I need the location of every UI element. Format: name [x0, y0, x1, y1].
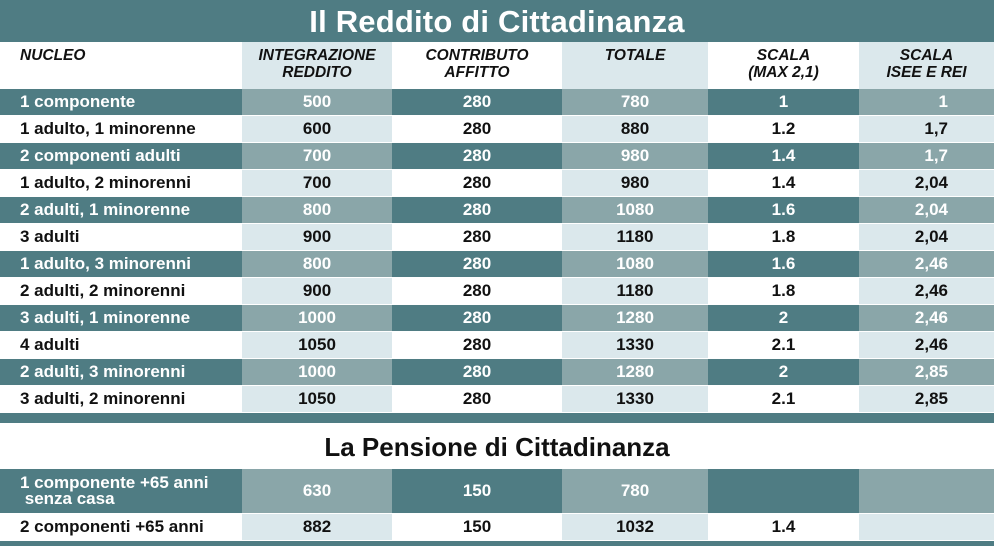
table-row	[0, 251, 994, 278]
header-totale: TOTALE	[562, 42, 708, 89]
cell-scala: 2	[708, 305, 859, 332]
bottom-bar	[0, 541, 994, 546]
cell-totale: 1330	[562, 386, 708, 413]
cell-isee: 2,85	[859, 359, 994, 386]
cell-totale: 1032	[562, 514, 708, 541]
table-header-row	[0, 42, 994, 89]
cell-scala: 1.6	[708, 197, 859, 224]
cell-totale: 1180	[562, 224, 708, 251]
cell-nucleo: 3 adulti, 1 minorenne	[0, 305, 242, 332]
table-row	[0, 278, 994, 305]
table-row	[0, 89, 994, 116]
cell-nucleo: 1 adulto, 1 minorenne	[0, 116, 242, 143]
reddito-table	[0, 42, 994, 413]
table-row	[0, 224, 994, 251]
cell-integrazione: 630	[242, 469, 392, 514]
cell-isee	[859, 469, 994, 514]
cell-nucleo: 2 adulti, 1 minorenne	[0, 197, 242, 224]
pensione-table	[0, 469, 994, 541]
cell-affitto: 280	[392, 116, 562, 143]
cell-affitto: 280	[392, 332, 562, 359]
cell-isee: 1,7	[859, 116, 994, 143]
cell-affitto: 280	[392, 197, 562, 224]
cell-nucleo: 3 adulti	[0, 224, 242, 251]
table-row	[0, 170, 994, 197]
cell-isee: 2,04	[859, 224, 994, 251]
cell-integrazione: 700	[242, 143, 392, 170]
cell-isee: 1,7	[859, 143, 994, 170]
cell-affitto: 150	[392, 469, 562, 514]
cell-integrazione: 1050	[242, 332, 392, 359]
cell-totale: 1280	[562, 305, 708, 332]
cell-affitto: 280	[392, 305, 562, 332]
cell-totale: 980	[562, 170, 708, 197]
cell-nucleo: 2 adulti, 2 minorenni	[0, 278, 242, 305]
table-row	[0, 359, 994, 386]
table-row	[0, 197, 994, 224]
table-row	[0, 469, 994, 514]
cell-nucleo: 1 adulto, 3 minorenni	[0, 251, 242, 278]
cell-affitto: 150	[392, 514, 562, 541]
cell-integrazione: 900	[242, 278, 392, 305]
cell-totale: 1180	[562, 278, 708, 305]
cell-scala: 1.6	[708, 251, 859, 278]
cell-affitto: 280	[392, 251, 562, 278]
cell-nucleo: 4 adulti	[0, 332, 242, 359]
cell-scala: 2	[708, 359, 859, 386]
cell-affitto: 280	[392, 89, 562, 116]
cell-isee: 2,04	[859, 170, 994, 197]
cell-integrazione: 1000	[242, 305, 392, 332]
cell-isee: 2,46	[859, 278, 994, 305]
cell-isee: 2,04	[859, 197, 994, 224]
cell-totale: 780	[562, 469, 708, 514]
cell-isee: 1	[859, 89, 994, 116]
cell-scala: 1.4	[708, 170, 859, 197]
cell-nucleo: 2 adulti, 3 minorenni	[0, 359, 242, 386]
cell-affitto: 280	[392, 359, 562, 386]
header-scala-isee: SCALA ISEE E REI	[859, 42, 994, 89]
cell-integrazione: 600	[242, 116, 392, 143]
cell-totale: 980	[562, 143, 708, 170]
cell-totale: 1080	[562, 251, 708, 278]
cell-totale: 1280	[562, 359, 708, 386]
cell-affitto: 280	[392, 386, 562, 413]
cell-isee: 2,46	[859, 305, 994, 332]
cell-totale: 1080	[562, 197, 708, 224]
cell-integrazione: 882	[242, 514, 392, 541]
pensione-title: La Pensione di Cittadinanza	[324, 432, 670, 462]
cell-affitto: 280	[392, 143, 562, 170]
cell-isee: 2,46	[859, 251, 994, 278]
cell-nucleo: 3 adulti, 2 minorenni	[0, 386, 242, 413]
cell-totale: 780	[562, 89, 708, 116]
cell-isee: 2,85	[859, 386, 994, 413]
header-scala: SCALA (MAX 2,1)	[748, 47, 819, 81]
cell-totale: 880	[562, 116, 708, 143]
cell-scala: 1.2	[708, 116, 859, 143]
cell-totale: 1330	[562, 332, 708, 359]
cell-integrazione: 1000	[242, 359, 392, 386]
table-row	[0, 386, 994, 413]
table-row	[0, 116, 994, 143]
header-nucleo: NUCLEO	[20, 47, 86, 64]
cell-affitto: 280	[392, 224, 562, 251]
section-divider	[0, 413, 994, 423]
cell-scala: 2.1	[708, 386, 859, 413]
cell-nucleo: 1 componente +65 anni senza casa	[0, 469, 242, 514]
cell-affitto: 280	[392, 278, 562, 305]
cell-scala: 2.1	[708, 332, 859, 359]
table-row	[0, 332, 994, 359]
cell-integrazione: 1050	[242, 386, 392, 413]
cell-scala: 1.4	[708, 514, 859, 541]
cell-integrazione: 900	[242, 224, 392, 251]
cell-affitto: 280	[392, 170, 562, 197]
reddito-title: Il Reddito di Cittadinanza	[0, 0, 994, 42]
cell-scala: 1.8	[708, 278, 859, 305]
cell-nucleo: 1 adulto, 2 minorenni	[0, 170, 242, 197]
header-contributo-affitto: CONTRIBUTO AFFITTO	[425, 47, 529, 81]
cell-scala: 1.4	[708, 143, 859, 170]
cell-integrazione: 800	[242, 251, 392, 278]
table-row	[0, 305, 994, 332]
cell-scala	[708, 469, 859, 514]
table-row	[0, 143, 994, 170]
cell-integrazione: 500	[242, 89, 392, 116]
cell-integrazione: 700	[242, 170, 392, 197]
cell-nucleo: 2 componenti adulti	[0, 143, 242, 170]
cell-integrazione: 800	[242, 197, 392, 224]
header-integrazione-reddito: INTEGRAZIONE REDDITO	[242, 42, 392, 89]
cell-scala: 1.8	[708, 224, 859, 251]
cell-isee: 2,46	[859, 332, 994, 359]
cell-scala: 1	[708, 89, 859, 116]
cell-nucleo: 2 componenti +65 anni	[0, 514, 242, 541]
cell-nucleo: 1 componente	[0, 89, 242, 116]
